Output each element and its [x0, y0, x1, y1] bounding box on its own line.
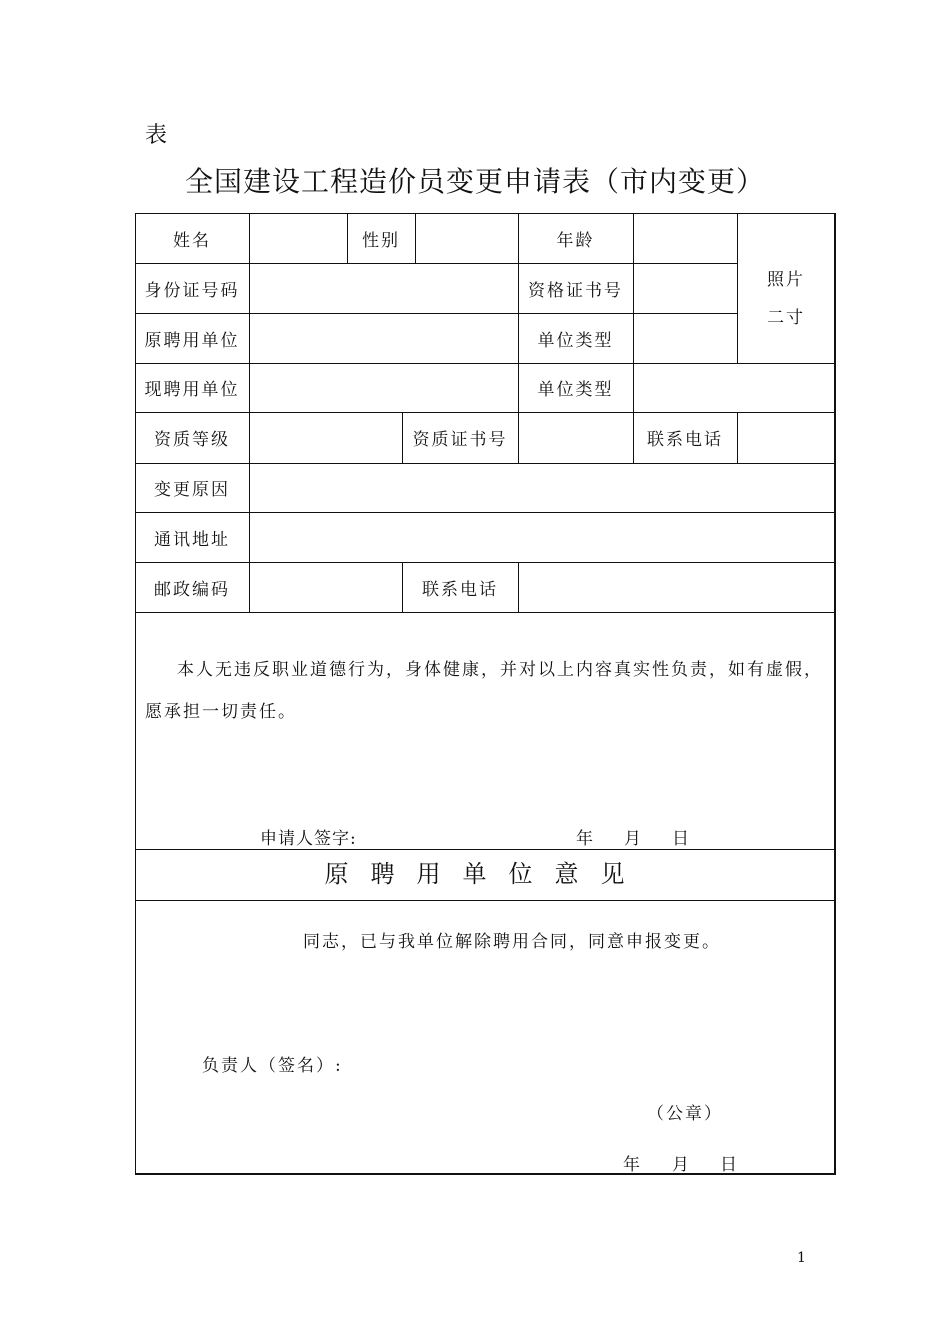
unit-type-1-field[interactable] — [634, 314, 737, 363]
label-phone-2: 联系电话 — [422, 579, 498, 600]
unit-type-2-field[interactable] — [634, 364, 834, 412]
declaration-day: 日 — [672, 829, 691, 849]
official-seal-label: （公章） — [647, 1104, 723, 1124]
label-postal-code: 邮政编码 — [154, 579, 230, 600]
id-number-field[interactable] — [250, 264, 518, 313]
declaration-line-2: 愿承担一切责任。 — [145, 702, 297, 722]
name-field[interactable] — [250, 214, 347, 263]
former-employer-field[interactable] — [250, 314, 518, 363]
label-unit-type-1: 单位类型 — [537, 330, 614, 351]
label-age: 年龄 — [556, 230, 595, 251]
declaration-month: 月 — [624, 829, 643, 849]
label-name: 姓名 — [173, 230, 211, 251]
form-title: 全国建设工程造价员变更申请表（市内变更） — [184, 165, 765, 198]
page-number: 1 — [797, 1250, 806, 1266]
responsible-signature-label: 负责人（签名）: — [202, 1056, 343, 1076]
applicant-signature-label: 申请人签字: — [260, 829, 357, 849]
opinion-month: 月 — [672, 1155, 691, 1175]
label-qualification-cert: 资格证书号 — [528, 280, 623, 301]
opinion-statement: 同志，已与我单位解除聘用合同，同意申报变更。 — [303, 932, 721, 952]
label-address: 通讯地址 — [154, 529, 230, 550]
section-divider — [135, 900, 836, 901]
row-divider — [135, 612, 836, 613]
application-form — [135, 213, 836, 1175]
qualification-level-field[interactable] — [250, 413, 402, 463]
table-border-right — [834, 213, 836, 1175]
label-former-employer: 原聘用单位 — [144, 330, 240, 351]
age-field[interactable] — [634, 214, 737, 263]
change-reason-field[interactable] — [250, 464, 834, 512]
section-divider — [135, 849, 836, 850]
qualification-cert-field[interactable] — [634, 264, 737, 313]
address-field[interactable] — [250, 513, 834, 562]
label-aptitude-cert: 资质证书号 — [412, 430, 508, 450]
opinion-section-title: 原聘用单位意见 — [324, 860, 647, 888]
phone-1-field[interactable] — [738, 413, 834, 463]
opinion-day: 日 — [720, 1155, 739, 1175]
photo-label-line1: 照片 — [767, 270, 805, 290]
label-qualification-level: 资质等级 — [154, 430, 230, 450]
aptitude-cert-field[interactable] — [519, 413, 633, 463]
gender-field[interactable] — [416, 214, 518, 263]
current-employer-field[interactable] — [250, 364, 518, 412]
declaration-year: 年 — [576, 829, 595, 849]
label-change-reason: 变更原因 — [154, 480, 230, 500]
label-gender: 性别 — [362, 230, 400, 251]
col-divider — [737, 213, 738, 363]
phone-2-field[interactable] — [519, 563, 834, 612]
declaration-line-1: 本人无违反职业道德行为，身体健康，并对以上内容真实性负责，如有虚假， — [177, 660, 823, 680]
opinion-year: 年 — [623, 1155, 642, 1175]
label-phone-1: 联系电话 — [647, 430, 723, 450]
form-prefix: 表 — [145, 123, 168, 148]
postal-code-field[interactable] — [250, 563, 402, 612]
photo-label-line2: 二寸 — [767, 308, 805, 328]
label-current-employer: 现聘用单位 — [144, 380, 240, 400]
label-unit-type-2: 单位类型 — [537, 380, 614, 400]
label-id-number: 身份证号码 — [144, 280, 240, 301]
